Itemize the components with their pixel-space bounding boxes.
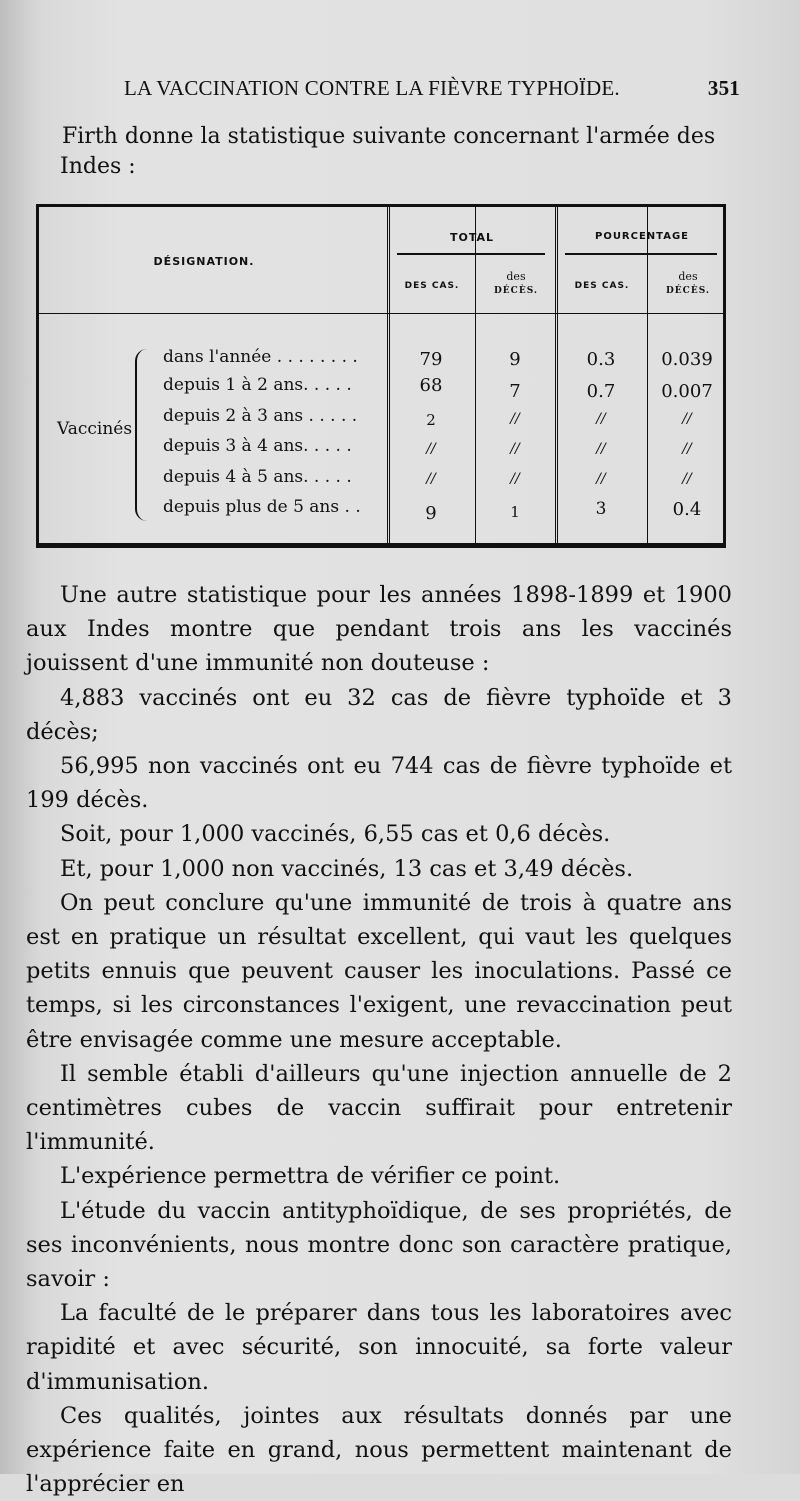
paragraph: L'étude du vaccin antityphoïdique, de ses propriétés, de ses inconvénients, nous montre donc son caractère pratique, savoir : [26, 1197, 732, 1293]
cell-pct-cas: 0.3 [586, 349, 616, 370]
cell-pct-deces: 0.039 [661, 349, 713, 370]
row-label: depuis 3 à 4 ans. . . . . [163, 436, 352, 456]
total-header: TOTAL [449, 231, 495, 244]
paragraph: Et, pour 1,000 non vaccinés, 13 cas et 3,49 décès. [60, 855, 634, 882]
column-divider [555, 207, 558, 543]
row-label: depuis plus de 5 ans . . [163, 497, 361, 517]
designation-header: DÉSIGNATION. [153, 255, 255, 268]
cell-total-cas: // [426, 471, 436, 487]
cell-total-cas: 79 [419, 349, 443, 370]
paragraph: 56,995 non vaccinés ont eu 744 cas de fièvre typhoïde et 199 décès. [26, 753, 732, 814]
cell-pct-deces: // [682, 441, 692, 457]
cell-total-cas: 68 [419, 375, 443, 396]
total-deces-header [477, 269, 555, 299]
total-deces-header-line2: DÉCÈS. [494, 286, 538, 296]
page-number: 351 [707, 76, 740, 100]
header-title: LA VACCINATION CONTRE LA FIÈVRE TYPHOÏDE. [124, 76, 620, 100]
cell-pct-deces: // [682, 411, 692, 427]
cell-total-deces: 1 [510, 503, 520, 521]
cell-pct-cas: 0.7 [586, 381, 616, 402]
column-divider [647, 207, 648, 543]
cell-total-cas: // [426, 441, 436, 457]
paragraph: Une autre statistique pour les années 1898-1899 et 1900 aux Indes montre que pendant trois ans les vaccinés jouissent d'une immunité non douteuse : [26, 582, 732, 677]
pct-deces-header-line2: DÉCÈS. [666, 286, 710, 296]
row-label: depuis 1 à 2 ans. . . . . [163, 375, 352, 395]
header-separator [39, 313, 723, 314]
total-cas-header: DES CAS. [404, 281, 460, 291]
pct-deces-header-line1: des [678, 270, 698, 283]
paragraph: Ces qualités, jointes aux résultats donnés par une expérience faite en grand, nous permettent maintenant de l'apprécier en [26, 1402, 732, 1498]
lead-line-2: Indes : [60, 154, 136, 179]
pct-deces-header [649, 269, 727, 299]
lead-paragraph [62, 122, 734, 182]
column-divider [387, 207, 390, 543]
statistics-table [36, 204, 726, 548]
cell-pct-cas: // [596, 441, 606, 457]
curly-brace [135, 349, 153, 521]
row-label: dans l'année . . . . . . . . [163, 347, 358, 367]
total-deces-header-line1: des [506, 270, 526, 283]
body-text [26, 578, 732, 1501]
cell-pct-deces: 0.007 [661, 381, 713, 402]
pourcentage-brace [565, 253, 717, 255]
paragraph: On peut conclure qu'une immunité de trois à quatre ans est en pratique un résultat excellent, qui vaut les quelques petits ennuis que peuvent causer les inoculations. Passé ce temps, si les circonstances l'exigent, une revaccination peut être envisagée comme une mesure acceptable. [26, 889, 732, 1053]
group-label: Vaccinés [57, 419, 133, 439]
running-header [124, 76, 740, 108]
paragraph: 4,883 vaccinés ont eu 32 cas de fièvre typhoïde et 3 décès; [26, 684, 732, 745]
total-brace [397, 253, 545, 255]
pourcentage-header: POURCENTAGE [594, 231, 689, 242]
paragraph: Il semble établi d'ailleurs qu'une injection annuelle de 2 centimètres cubes de vaccin suffirait pour entretenir l'immunité. [26, 1060, 732, 1156]
cell-pct-cas: // [596, 471, 606, 487]
pct-cas-header: DES CAS. [574, 281, 630, 291]
cell-pct-cas: 3 [595, 499, 607, 519]
row-label: depuis 2 à 3 ans . . . . . [163, 406, 358, 426]
paragraph: La faculté de le préparer dans tous les laboratoires avec rapidité et avec sécurité, son innocuité, sa forte valeur d'immunisation. [26, 1300, 732, 1395]
cell-total-cas: 2 [426, 411, 436, 429]
cell-total-cas: 9 [425, 503, 437, 524]
cell-pct-deces: 0.4 [672, 499, 702, 520]
cell-total-deces: 9 [509, 349, 521, 370]
cell-total-deces: // [510, 411, 520, 427]
cell-total-deces: // [510, 471, 520, 487]
row-label: depuis 4 à 5 ans. . . . . [163, 467, 352, 487]
cell-pct-cas: // [596, 411, 606, 427]
paragraph: Soit, pour 1,000 vaccinés, 6,55 cas et 0,6 décès. [60, 821, 611, 848]
paragraph: L'expérience permettra de vérifier ce point. [60, 1163, 561, 1190]
lead-line-1: Firth donne la statistique suivante concernant l'armée des [62, 124, 716, 149]
cell-pct-deces: // [682, 471, 692, 487]
cell-total-deces: 7 [509, 381, 521, 402]
column-divider [475, 207, 476, 543]
cell-total-deces: // [510, 441, 520, 457]
